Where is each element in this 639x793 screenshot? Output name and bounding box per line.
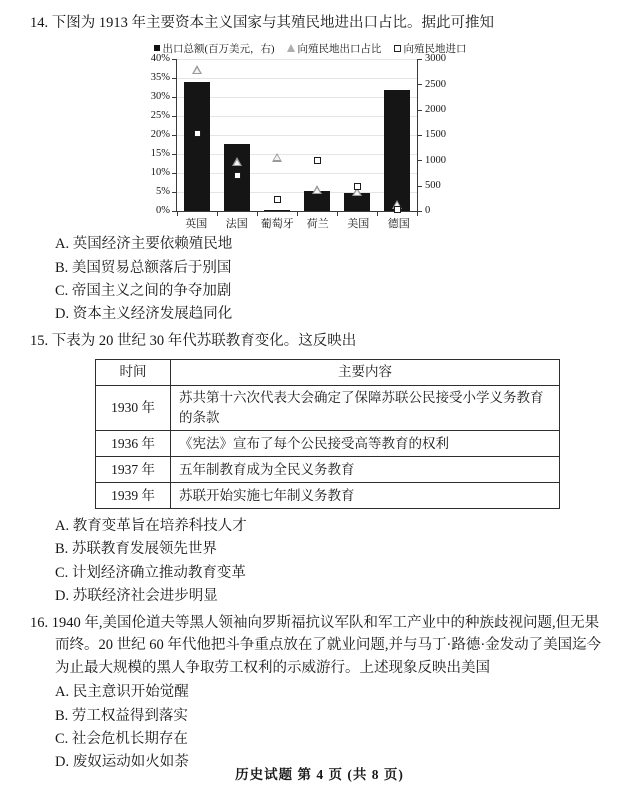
question-16-options xyxy=(30,681,609,774)
x-axis-label: 美国 xyxy=(347,218,370,231)
table-cell-year: 1937 年 xyxy=(96,457,171,483)
table-header-cell: 时间 xyxy=(96,359,171,385)
colony-export-triangle-marker xyxy=(232,157,242,166)
colony-import-square-marker xyxy=(354,183,361,190)
export-total-bar xyxy=(384,90,410,212)
legend-label: 向殖民地进口 xyxy=(403,43,467,55)
square-icon xyxy=(354,183,361,190)
export-total-bar xyxy=(264,210,290,212)
triangle-inner xyxy=(234,160,240,165)
legend-square-marker-icon xyxy=(394,45,401,52)
answer-option: B. 劳工权益得到落实 xyxy=(55,707,188,724)
question-15 xyxy=(30,330,609,608)
question-16-stem: 16. 1940 年,美国伦道夫等黑人领袖向罗斯福抗议军队和军工产业中的种族歧视问题,但无果而终。20 世纪 60 年代他把斗争重点放在了就业问题,并与马丁·路德·金发动了美国迄今为止最大规模的黑人争取劳工权利的示威游行。上述现象反映出美国 xyxy=(30,614,602,676)
gridline xyxy=(177,59,417,60)
left-axis-tick xyxy=(172,78,177,79)
answer-option: A. 英国经济主要依赖殖民地 xyxy=(55,236,233,253)
right-axis-tick-label: 3000 xyxy=(425,53,446,65)
x-axis-tick xyxy=(337,211,338,216)
triangle-inner xyxy=(194,68,200,73)
right-axis-tick-label: 1500 xyxy=(425,129,446,141)
left-axis-tick-label: 30% xyxy=(150,91,170,103)
right-axis-tick-label: 1000 xyxy=(425,154,446,166)
question-14 xyxy=(30,12,609,326)
square-icon xyxy=(314,157,321,164)
answer-option: B. 苏联教育发展领先世界 xyxy=(55,541,217,558)
colony-export-triangle-marker xyxy=(272,153,282,162)
triangle-inner xyxy=(354,190,360,195)
table-row xyxy=(96,385,560,431)
table-cell-year: 1936 年 xyxy=(96,431,171,457)
question-15-stem: 15. 下表为 20 世纪 30 年代苏联教育变化。这反映出 xyxy=(30,333,357,350)
x-axis-label: 法国 xyxy=(225,218,248,231)
answer-option: C. 帝国主义之间的争夺加剧 xyxy=(55,282,232,299)
legend-label: 出口总额(百万美元，右) xyxy=(162,43,275,55)
table-cell-year: 1930 年 xyxy=(96,385,171,431)
gridline xyxy=(177,78,417,79)
left-axis-tick-label: 20% xyxy=(150,129,170,141)
x-axis-tick xyxy=(177,211,178,216)
gridline xyxy=(177,97,417,98)
square-icon xyxy=(234,172,241,179)
colony-import-square-marker xyxy=(314,157,321,164)
page-footer: 历史试题 第 4 页 (共 8 页) xyxy=(235,767,404,782)
square-icon xyxy=(394,206,401,213)
answer-option: D. 资本主义经济发展趋同化 xyxy=(55,306,233,323)
left-axis-tick xyxy=(172,116,177,117)
left-axis-tick xyxy=(172,154,177,155)
table-cell-content: 五年制教育成为全民义务教育 xyxy=(171,457,560,483)
table-row xyxy=(96,431,560,457)
left-axis-tick xyxy=(172,97,177,98)
education-table xyxy=(95,359,560,510)
answer-option: A. 民主意识开始觉醒 xyxy=(55,684,189,701)
legend-item xyxy=(154,41,275,56)
triangle-icon xyxy=(272,153,282,162)
left-axis-tick xyxy=(172,173,177,174)
gridline xyxy=(177,173,417,174)
left-axis-tick xyxy=(172,59,177,60)
left-axis-tick-label: 25% xyxy=(150,110,170,122)
triangle-icon xyxy=(232,157,242,166)
legend-item xyxy=(287,41,382,56)
left-axis-tick-label: 35% xyxy=(150,72,170,84)
right-axis-tick-label: 500 xyxy=(425,180,441,192)
table-cell-year: 1939 年 xyxy=(96,483,171,509)
right-axis-tick-label: 2000 xyxy=(425,104,446,116)
gridline xyxy=(177,154,417,155)
question-14-stem: 14. 下图为 1913 年主要资本主义国家与其殖民地进出口占比。据此可推知 xyxy=(30,15,494,31)
question-16 xyxy=(30,612,609,774)
table-cell-content: 苏共第十六次代表大会确定了保障苏联公民接受小学义务教育的条款 xyxy=(171,385,560,431)
colony-import-square-marker xyxy=(194,130,201,137)
triangle-icon xyxy=(192,65,202,74)
chart-body xyxy=(140,53,470,217)
x-axis-tick xyxy=(417,211,418,216)
colony-export-triangle-marker xyxy=(312,185,322,194)
legend-label: 向殖民地出口占比 xyxy=(297,43,382,55)
export-total-bar xyxy=(184,82,210,211)
triangle-inner xyxy=(314,188,320,193)
x-axis-label: 德国 xyxy=(387,218,410,231)
gridline xyxy=(177,116,417,117)
x-axis-tick xyxy=(297,211,298,216)
colony-export-triangle-marker xyxy=(192,65,202,74)
right-axis-tick-label: 0 xyxy=(425,205,431,217)
left-axis-tick xyxy=(172,135,177,136)
x-axis-tick xyxy=(257,211,258,216)
x-axis-labels xyxy=(176,215,419,231)
gridline xyxy=(177,135,417,136)
colony-import-square-marker xyxy=(394,206,401,213)
left-axis-tick-label: 5% xyxy=(156,186,170,198)
answer-option: C. 计划经济确立推动教育变革 xyxy=(55,564,246,581)
gridline xyxy=(177,192,417,193)
left-axis-tick xyxy=(172,192,177,193)
answer-option: C. 社会危机长期存在 xyxy=(55,730,188,747)
y-axis-right-labels xyxy=(418,53,458,217)
y-axis-left-labels xyxy=(140,53,176,217)
answer-option: A. 教育变革旨在培养科技人才 xyxy=(55,518,247,535)
colony-import-square-marker xyxy=(234,172,241,179)
x-axis-tick xyxy=(217,211,218,216)
table-cell-content: 苏联开始实施七年制义务教育 xyxy=(171,483,560,509)
triangle-icon xyxy=(312,185,322,194)
x-axis-label: 荷兰 xyxy=(306,218,329,231)
square-icon xyxy=(274,196,281,203)
colony-import-square-marker xyxy=(274,196,281,203)
answer-option: D. 废奴运动如火如荼 xyxy=(55,753,189,770)
table-row xyxy=(96,483,560,509)
legend-bar-marker-icon xyxy=(154,45,160,51)
x-axis-tick xyxy=(377,211,378,216)
question-14-options xyxy=(30,233,609,326)
triangle-inner xyxy=(274,155,280,160)
answer-option: D. 苏联经济社会进步明显 xyxy=(55,587,218,604)
x-axis-label: 葡萄牙 xyxy=(260,218,294,231)
left-axis-tick-label: 15% xyxy=(150,148,170,160)
table-cell-content: 《宪法》宣布了每个公民接受高等教育的权利 xyxy=(171,431,560,457)
square-icon xyxy=(194,130,201,137)
legend-triangle-marker-icon xyxy=(287,44,295,52)
answer-option: B. 美国贸易总额落后于别国 xyxy=(55,259,232,276)
left-axis-tick-label: 0% xyxy=(156,205,170,217)
table-row xyxy=(96,457,560,483)
right-axis-tick-label: 2500 xyxy=(425,78,446,90)
question-15-options xyxy=(30,515,609,608)
table-header-cell: 主要内容 xyxy=(171,359,560,385)
left-axis-tick-label: 10% xyxy=(150,167,170,179)
chart xyxy=(140,40,470,231)
chart-plot xyxy=(176,59,418,212)
left-axis-tick-label: 40% xyxy=(150,53,170,65)
x-axis-label: 英国 xyxy=(185,218,208,231)
